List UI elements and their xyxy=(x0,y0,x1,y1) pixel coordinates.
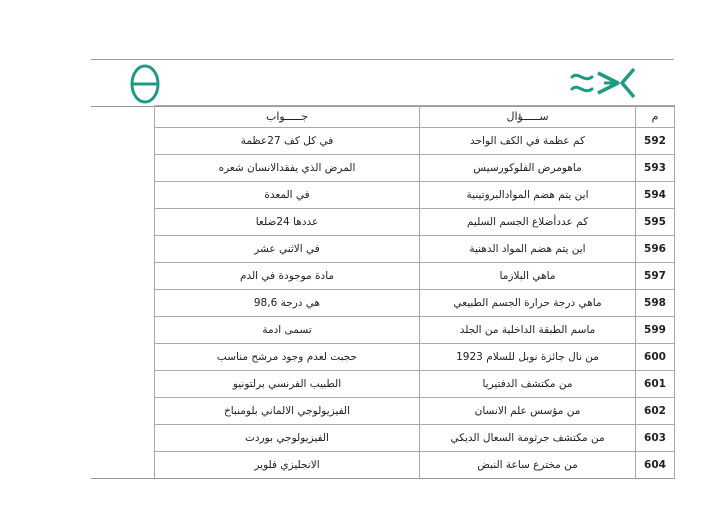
table-row xyxy=(155,317,675,344)
table-row xyxy=(155,209,675,236)
table-row xyxy=(155,425,675,452)
cell-number: 597 xyxy=(636,263,675,290)
cell-question: كم عظمة في الكف الواحد xyxy=(420,128,636,155)
table-row xyxy=(155,128,675,155)
cell-answer: عددها 24ضلعا xyxy=(155,209,420,236)
cell-number: 598 xyxy=(636,290,675,317)
cell-number: 594 xyxy=(636,182,675,209)
cell-number: 592 xyxy=(636,128,675,155)
cell-question: كم عددأضلاع الجسم السليم xyxy=(420,209,636,236)
cell-answer: في الاثني عشر xyxy=(155,236,420,263)
table-row xyxy=(155,290,675,317)
cell-number: 602 xyxy=(636,398,675,425)
cell-answer: مادة موجودة في الدم xyxy=(155,263,420,290)
cell-answer: حجبت لعدم وجود مرشح مناسب xyxy=(155,344,420,371)
wave-arrow-logo-icon xyxy=(568,65,640,101)
cell-answer: الطبيب الفرنسي برلتونيو xyxy=(155,371,420,398)
cell-answer: تسمى ادمة xyxy=(155,317,420,344)
cell-question: ماهي درجة حرارة الجسم الطبيعي xyxy=(420,290,636,317)
table-row xyxy=(155,452,675,479)
cell-question: من مكتشف الدفتيريا xyxy=(420,371,636,398)
cell-number: 604 xyxy=(636,452,675,479)
cell-question: من مكتشف جرثومة السعال الديكي xyxy=(420,425,636,452)
cell-question: من نال جائزة نوبل للسلام 1923 xyxy=(420,344,636,371)
cell-number: 601 xyxy=(636,371,675,398)
header-question: ســـــؤال xyxy=(420,106,636,128)
cell-number: 596 xyxy=(636,236,675,263)
table-row xyxy=(155,263,675,290)
header-number: م xyxy=(636,106,675,128)
header-answer: جـــــواب xyxy=(155,106,420,128)
cell-number: 599 xyxy=(636,317,675,344)
cell-question: من مؤسس علم الانسان xyxy=(420,398,636,425)
cell-answer: الانجليزي فلوير xyxy=(155,452,420,479)
cell-answer: في المعدة xyxy=(155,182,420,209)
cell-question: اين يتم هضم الموادالبروتينية xyxy=(420,182,636,209)
table-row xyxy=(155,182,675,209)
cell-number: 603 xyxy=(636,425,675,452)
cell-answer: في كل كف 27عظمة xyxy=(155,128,420,155)
table-row xyxy=(155,236,675,263)
table-row xyxy=(155,155,675,182)
cell-answer: الفيزيولوجي الالماني بلومنباخ xyxy=(155,398,420,425)
cell-question: من مخترع ساعة النبض xyxy=(420,452,636,479)
cell-question: ماهي البلازما xyxy=(420,263,636,290)
cell-answer: المرض الذي يفقدالانسان شعره xyxy=(155,155,420,182)
cell-question: ماهومرض الفلوكورسيس xyxy=(420,155,636,182)
cell-answer: هي درجة 98,6 xyxy=(155,290,420,317)
theta-oval-logo-icon xyxy=(127,63,163,105)
page-bottom-rule xyxy=(91,478,674,479)
cell-number: 593 xyxy=(636,155,675,182)
table-row xyxy=(155,398,675,425)
qa-table xyxy=(154,105,675,479)
cell-question: ماسم الطبقة الداخلية من الجلد xyxy=(420,317,636,344)
cell-number: 595 xyxy=(636,209,675,236)
table-row xyxy=(155,344,675,371)
table-row xyxy=(155,371,675,398)
cell-question: اين يتم هضم المواد الدهنية xyxy=(420,236,636,263)
table-header-row xyxy=(155,106,675,128)
cell-number: 600 xyxy=(636,344,675,371)
cell-answer: الفيزيولوجي بوردت xyxy=(155,425,420,452)
